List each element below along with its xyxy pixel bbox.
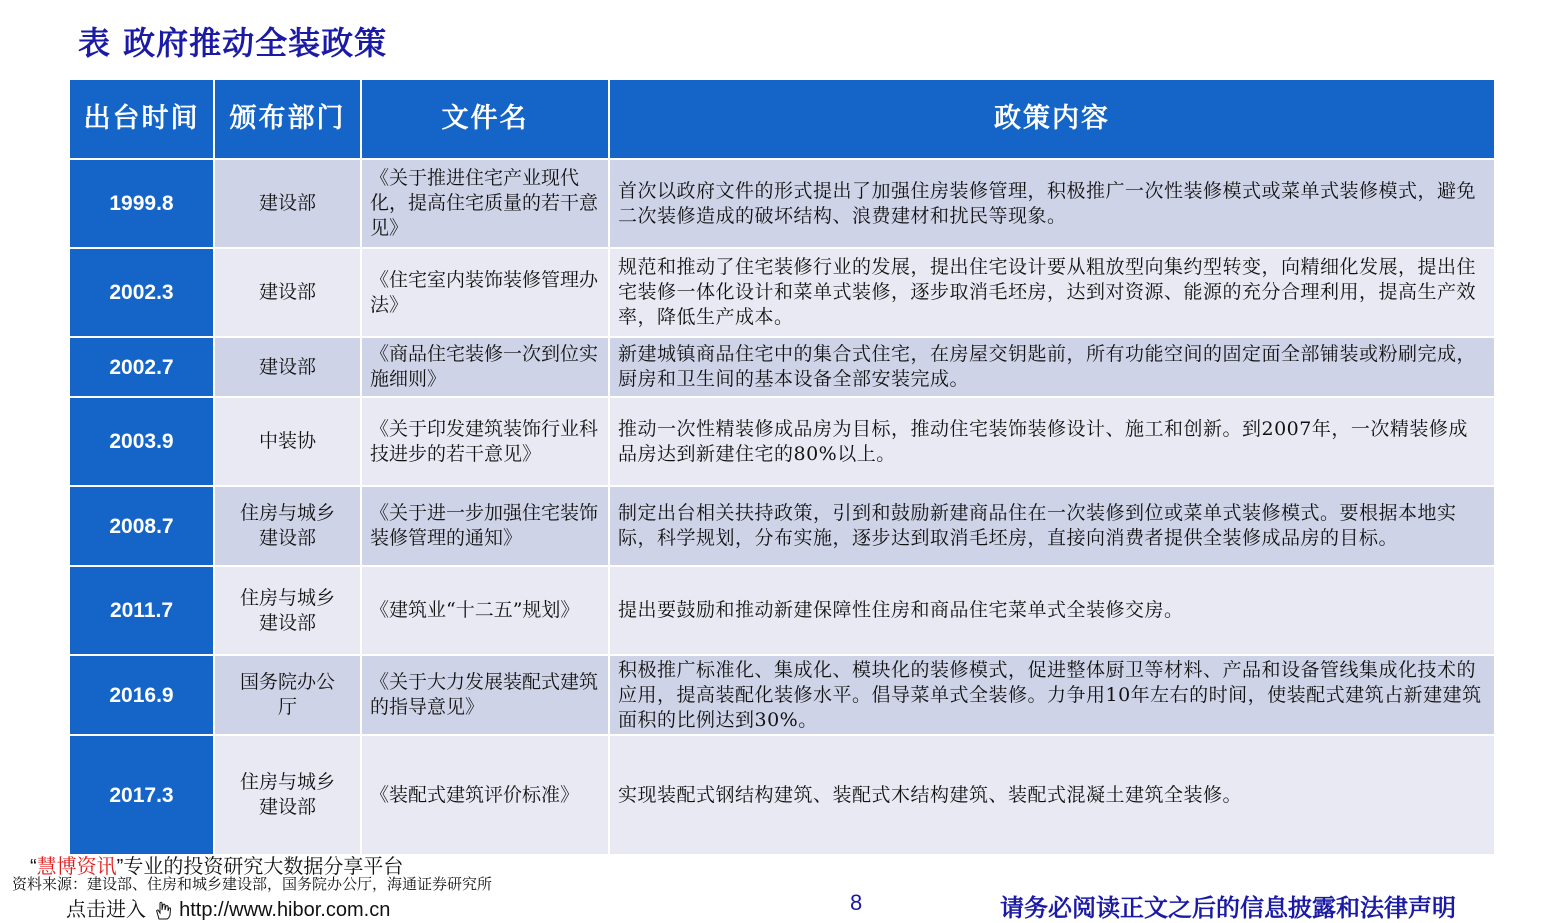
row-dept: 建设部 xyxy=(215,160,360,247)
table-row xyxy=(70,736,1494,854)
row-content: 实现装配式钢结构建筑、装配式木结构建筑、装配式混凝土建筑全装修。 xyxy=(610,736,1494,854)
table-row xyxy=(70,487,1494,565)
header-date: 出台时间 xyxy=(70,80,213,158)
row-dept: 中装协 xyxy=(215,398,360,485)
row-doc: 《住宅室内装饰装修管理办法》 xyxy=(362,249,608,336)
row-date: 2011.7 xyxy=(70,567,213,654)
source-note: 资料来源：建设部、住房和城乡建设部，国务院办公厅，海通证券研究所 xyxy=(12,875,493,893)
table-row xyxy=(70,160,1494,247)
row-date: 2003.9 xyxy=(70,398,213,485)
table-row xyxy=(70,249,1494,336)
hibor-slogan: 专业的投资研究大数据分享平台 xyxy=(123,856,404,878)
link-prefix: 点击进入 xyxy=(66,899,146,921)
row-dept: 国务院办公厅 xyxy=(215,656,360,734)
row-content: 首次以政府文件的形式提出了加强住房装修管理，积极推广一次性装修模式或菜单式装修模式，避免二次装修造成的破坏结构、浪费建材和扰民等现象。 xyxy=(610,160,1494,247)
row-date: 2017.3 xyxy=(70,736,213,854)
row-content: 新建城镇商品住宅中的集合式住宅，在房屋交钥匙前，所有功能空间的固定面全部铺装或粉刷完成，厨房和卫生间的基本设备全部安装完成。 xyxy=(610,338,1494,396)
row-doc: 《关于大力发展装配式建筑的指导意见》 xyxy=(362,656,608,734)
row-content: 推动一次性精装修成品房为目标，推动住宅装饰装修设计、施工和创新。到2007年，一次精装修成品房达到新建住宅的80%以上。 xyxy=(610,398,1494,485)
link-url[interactable]: http://www.hibor.com.cn xyxy=(179,899,391,921)
hibor-brand[interactable]: 慧博资讯 xyxy=(36,856,117,878)
table-row xyxy=(70,567,1494,654)
page-number: 8 xyxy=(850,890,863,915)
row-date: 2016.9 xyxy=(70,656,213,734)
row-dept: 建设部 xyxy=(215,249,360,336)
row-dept: 住房与城乡建设部 xyxy=(215,736,360,854)
quote-close: ” xyxy=(116,856,124,878)
row-content: 制定出台相关扶持政策，引到和鼓励新建商品住在一次装修到位或菜单式装修模式。要根据本地实际，科学规划，分布实施，逐步达到取消毛坯房，直接向消费者提供全装修成品房的目标。 xyxy=(610,487,1494,565)
row-doc: 《商品住宅装修一次到位实施细则》 xyxy=(362,338,608,396)
hibor-link[interactable] xyxy=(66,893,390,922)
page-title: 表 政府推动全装政策 xyxy=(78,24,388,62)
table-row xyxy=(70,398,1494,485)
policy-table xyxy=(68,78,1496,856)
row-date: 2008.7 xyxy=(70,487,213,565)
row-doc: 《装配式建筑评价标准》 xyxy=(362,736,608,854)
row-doc: 《建筑业“十二五”规划》 xyxy=(362,567,608,654)
row-dept: 住房与城乡建设部 xyxy=(215,567,360,654)
row-doc: 《关于推进住宅产业现代化，提高住宅质量的若干意见》 xyxy=(362,160,608,247)
row-doc: 《关于印发建筑装饰行业科技进步的若干意见》 xyxy=(362,398,608,485)
row-content: 规范和推动了住宅装修行业的发展，提出住宅设计要从粗放型向集约型转变，向精细化发展，提出住宅装修一体化设计和菜单式装修，逐步取消毛坯房，达到对资源、能源的充分合理利用，提高生产效率，降低生产成本。 xyxy=(610,249,1494,336)
row-dept: 建设部 xyxy=(215,338,360,396)
row-dept: 住房与城乡建设部 xyxy=(215,487,360,565)
row-date: 2002.3 xyxy=(70,249,213,336)
table-header-row xyxy=(70,80,1494,158)
header-doc: 文件名 xyxy=(362,80,608,158)
table-row xyxy=(70,338,1494,396)
row-content: 提出要鼓励和推动新建保障性住房和商品住宅菜单式全装修交房。 xyxy=(610,567,1494,654)
header-dept: 颁布部门 xyxy=(215,80,360,158)
hand-pointer-icon xyxy=(152,901,174,921)
row-date: 1999.8 xyxy=(70,160,213,247)
table-row xyxy=(70,656,1494,734)
header-content: 政策内容 xyxy=(610,80,1494,158)
row-content: 积极推广标准化、集成化、模块化的装修模式，促进整体厨卫等材料、产品和设备管线集成化技术的应用，提高装配化装修水平。倡导菜单式全装修。力争用10年左右的时间，使装配式建筑占新建建筑面积的比例达到30%。 xyxy=(610,656,1494,734)
row-date: 2002.7 xyxy=(70,338,213,396)
row-doc: 《关于进一步加强住宅装饰装修管理的通知》 xyxy=(362,487,608,565)
disclaimer: 请务必阅读正文之后的信息披露和法律声明 xyxy=(1000,893,1456,922)
quote-open: “ xyxy=(30,856,37,878)
